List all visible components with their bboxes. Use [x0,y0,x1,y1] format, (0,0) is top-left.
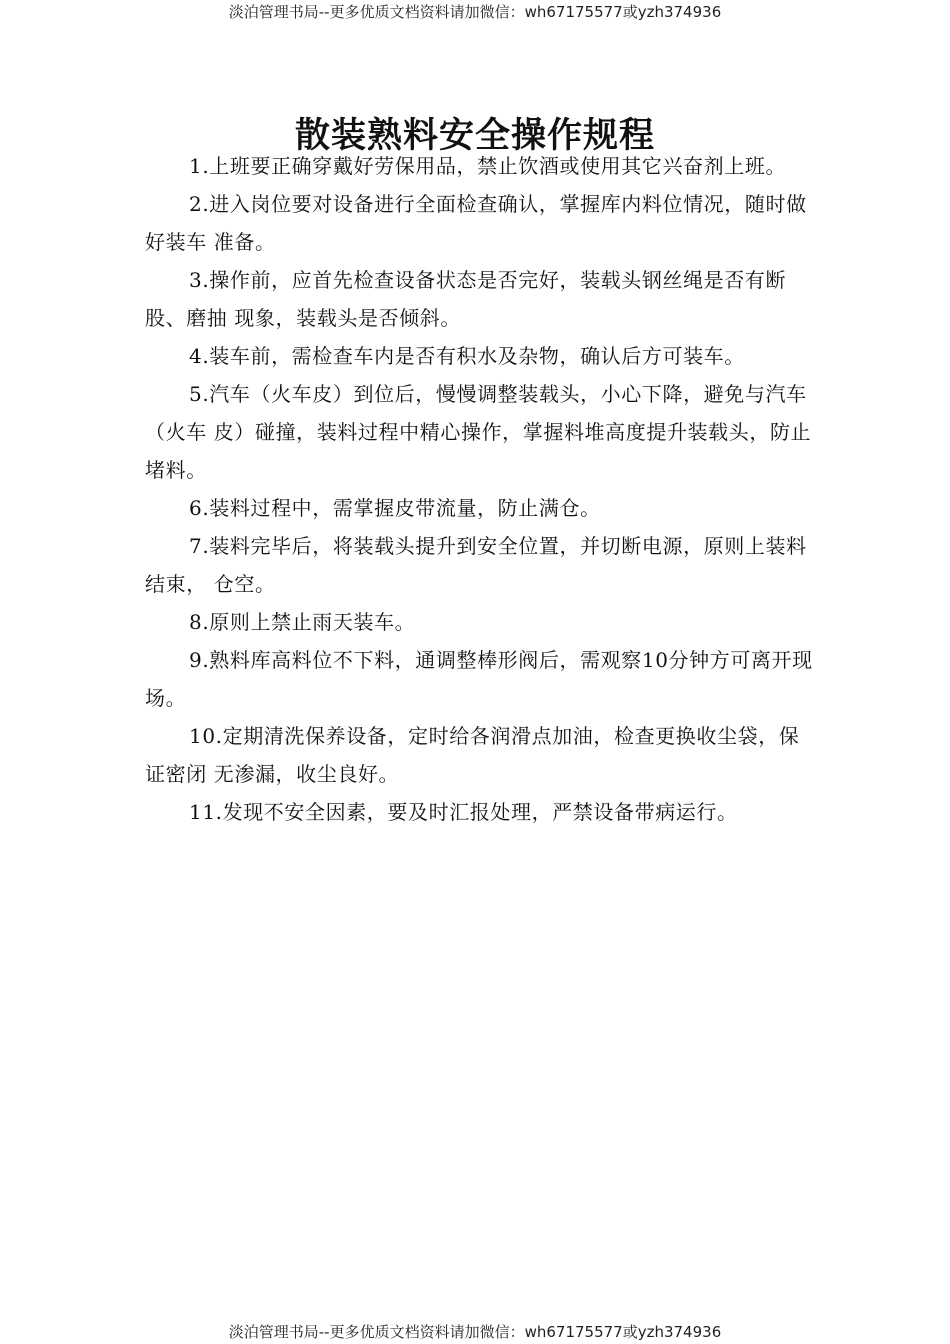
document-title: 散装熟料安全操作规程 [294,116,655,157]
paragraph-2: 2.进入岗位要对设备进行全面检查确认，掌握库内料位情况，随时做好装车 准备。 [145,192,807,254]
paragraph-10: 10.定期清洗保养设备，定时给各润滑点加油，检查更换收尘袋，保证密闭 无渗漏，收尘良好。 [145,724,800,786]
paragraph-3: 3.操作前，应首先检查设备状态是否完好，装载头钢丝绳是否有断股、磨抽 现象，装载头是否倾斜。 [145,268,787,330]
paragraph-5: 5.汽车（火车皮）到位后，慢慢调整装载头，小心下降，避免与汽车（火车 皮）碰撞，装料过程中精心操作，掌握料堆高度提升装载头，防止堵料。 [145,382,812,482]
paragraph-9: 9.熟料库高料位不下料，通调整棒形阀后，需观察10分钟方可离开现场。 [145,648,813,710]
paragraph-11: 11.发现不安全因素，要及时汇报处理，严禁设备带病运行。 [189,800,738,824]
page-footer-note: 淡泊管理书局--更多优质文档资料请加微信：wh67175577或yzh374936 [228,1323,722,1341]
document-body [145,147,815,831]
paragraph-1: 1.上班要正确穿戴好劳保用品，禁止饮酒或使用其它兴奋剂上班。 [189,154,787,178]
paragraph-7: 7.装料完毕后，将装载头提升到安全位置，并切断电源，原则上装料结束， 仓空。 [145,534,807,596]
paragraph-8: 8.原则上禁止雨天装车。 [189,610,416,634]
paragraph-4: 4.装车前，需检查车内是否有积水及杂物，确认后方可装车。 [189,344,745,368]
page-header-note: 淡泊管理书局--更多优质文档资料请加微信：wh67175577或yzh374936 [228,3,722,21]
paragraph-6: 6.装料过程中，需掌握皮带流量，防止满仓。 [189,496,601,520]
